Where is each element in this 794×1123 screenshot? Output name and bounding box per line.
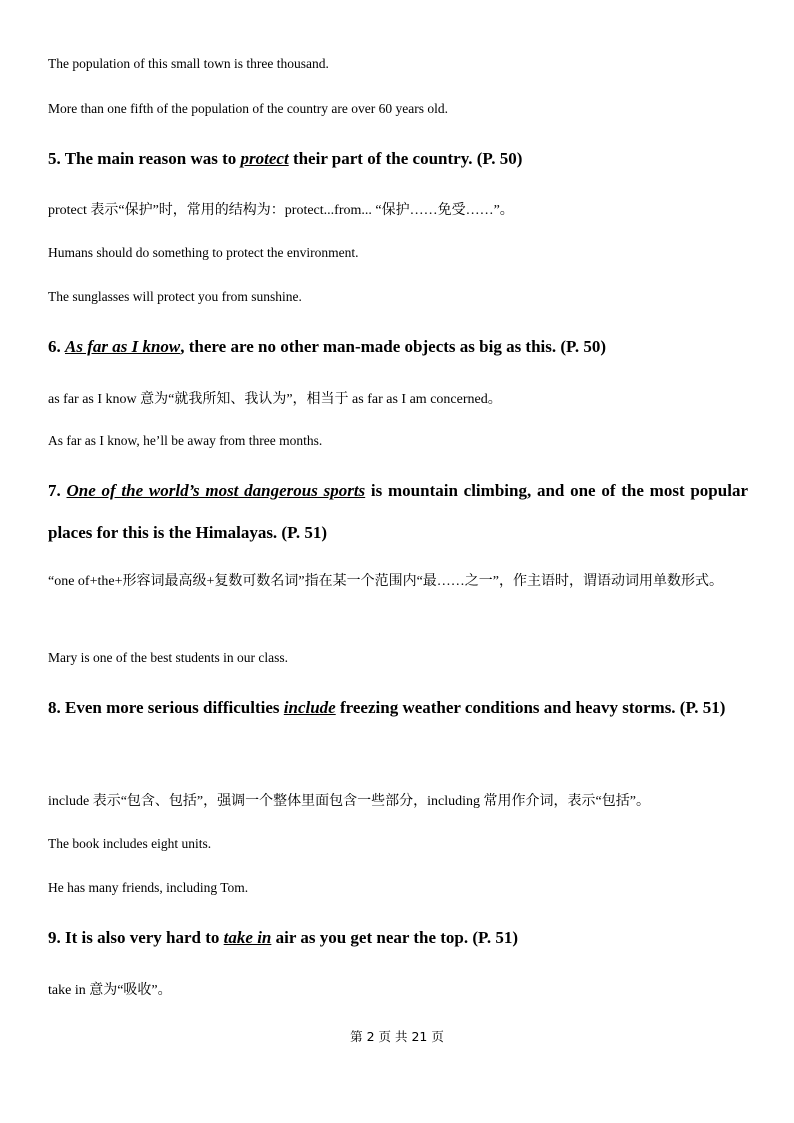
explanation-note: include 表示“包含、包括”，强调一个整体里面包含一些部分，including 常用作介词，表示“包括”。: [48, 794, 650, 809]
example-sentence: The book includes eight units.: [48, 836, 212, 851]
heading-text: their part of the country. (P. 50): [288, 149, 523, 168]
heading-text: freezing weather conditions and heavy storms. (P. 51): [335, 698, 726, 717]
heading-text: 8. Even more serious difficulties: [48, 698, 284, 717]
example-sentence: More than one fifth of the population of the country are over 60 years old.: [48, 101, 449, 116]
example-sentence: As far as I know, he’ll be away from three months.: [48, 433, 323, 448]
heading-text: , there are no other man-made objects as big as this. (P. 50): [180, 337, 607, 356]
heading-keyword: take in: [223, 928, 272, 947]
example-sentence: He has many friends, including Tom.: [48, 880, 249, 895]
heading-9: [48, 928, 748, 948]
heading-6: [48, 337, 748, 357]
explanation-note: take in 意为“吸收”。: [48, 983, 172, 998]
example-sentence: Mary is one of the best students in our class.: [48, 650, 288, 665]
example-sentence: The population of this small town is three thousand.: [48, 56, 329, 71]
heading-keyword: protect: [240, 149, 289, 168]
heading-text: 9. It is also very hard to: [48, 928, 224, 947]
page-footer: 第 2 页 共 21 页: [350, 1029, 444, 1044]
explanation-note: as far as I know 意为“就我所知、我认为”，相当于 as far as I am concerned。: [48, 392, 502, 407]
heading-keyword: One of the world’s most dangerous sports: [66, 481, 366, 500]
example-sentence: Humans should do something to protect the environment.: [48, 245, 359, 260]
heading-text: 7.: [48, 481, 67, 500]
heading-keyword: include: [283, 698, 336, 717]
heading-text: air as you get near the top. (P. 51): [271, 928, 519, 947]
example-sentence: The sunglasses will protect you from sunshine.: [48, 289, 302, 304]
heading-text: 5. The main reason was to: [48, 149, 241, 168]
heading-8: [48, 687, 748, 729]
explanation-note: protect 表示“保护”时，常用的结构为：protect...from... “保护……免受……”。: [48, 203, 514, 218]
heading-text: is mountain climbing, and one of the most popular places for this is the Himalayas. (P. 51): [48, 481, 748, 542]
heading-5: [48, 149, 748, 169]
heading-text: 6.: [48, 337, 65, 356]
heading-keyword: As far as I know: [65, 337, 181, 356]
explanation-note: “one of+the+形容词最高级+复数可数名词”指在某一个范围内“最……之一”，作主语时，谓语动词用单数形式。: [48, 574, 724, 589]
heading-7: [48, 470, 748, 554]
